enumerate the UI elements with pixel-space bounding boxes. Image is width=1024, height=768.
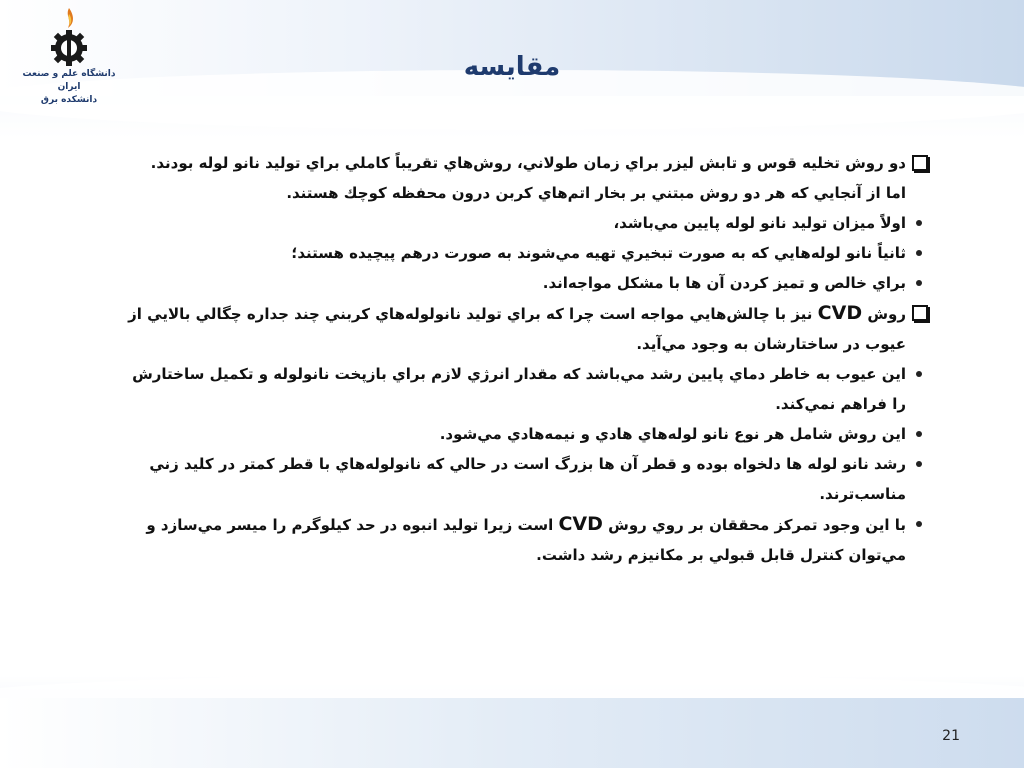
logo-university-name: دانشگاه علم و صنعت ایران: [22, 69, 116, 92]
bullet-text-post: است زيرا توليد انبوه در حد كيلوگرم را ميسر مي‌سازد و مي‌توان كنترل قابل قبولي بر مكانيزم رشد داشت.: [146, 516, 906, 564]
bullet-text-pre: روش: [867, 305, 906, 323]
page-number: 21: [942, 728, 960, 744]
bullet-text: اين روش شامل هر نوع نانو لوله‌هاي هادي و نيمه‌هادي مي‌شود.: [439, 425, 906, 443]
dot-bullet-icon: [910, 419, 928, 449]
cvd-term: CVD: [817, 302, 863, 324]
dot-bullet-icon: [910, 268, 928, 298]
bullet-dot-item: [128, 419, 928, 449]
bullet-dot-item: [128, 238, 928, 268]
bullet-text: رشد نانو لوله ها دلخواه بوده و قطر آن ها بزرگ است در حالي كه نانولوله‌هاي با قطر كمتر در كليد زني مناسب‌ترند.: [149, 455, 906, 503]
dot-bullet-icon: [910, 449, 928, 479]
logo-faculty-name: دانشکده برق: [40, 95, 98, 105]
dot-bullet-icon: [910, 238, 928, 268]
bullet-box-item: [128, 148, 928, 208]
dot-bullet-icon: [910, 208, 928, 238]
bullet-text: ثانياً نانو لوله‌هايي كه به صورت تبخيري تهيه مي‌شوند به صورت درهم پيچيده هستند؛: [291, 244, 906, 262]
dot-bullet-icon: [910, 509, 928, 539]
bullet-dot-item: [128, 359, 928, 419]
bullet-text: اولاً ميزان توليد نانو لوله پايين مي‌باشد،: [613, 214, 906, 232]
bullet-text: دو روش تخليه قوس و تابش ليزر براي زمان طولاني، روش‌هاي تقريباً كاملي براي توليد نانو لوله بودند. اما از آنجايي كه هر دو روش مبتني بر بخار اتم‌هاي كربن درون محفظه كوچك هستند.: [150, 154, 906, 202]
bullet-dot-item: [128, 208, 928, 238]
bullet-text: براي خالص و تميز كردن آن ها با مشكل مواجه‌اند.: [542, 274, 906, 292]
checkbox-bullet-icon: [910, 298, 928, 328]
bullet-dot-item: [128, 449, 928, 509]
footer-band: [0, 698, 1024, 768]
dot-bullet-icon: [910, 359, 928, 389]
checkbox-bullet-icon: [910, 148, 928, 178]
bullet-text-post: نيز با چالش‌هايي مواجه است چرا كه براي توليد نانولوله‌هاي كربني چند جداره چگالي بالايي از عيوب در ساختارشان به وجود مي‌آيد.: [128, 305, 906, 353]
bullet-dot-item: [128, 268, 928, 298]
bullet-text: اين عيوب به خاطر دماي پايين رشد مي‌باشد كه مقدار انرژي لازم براي بازپخت نانولوله و تكميل ساختارش را فراهم نمي‌كند.: [132, 365, 906, 413]
cvd-term: CVD: [558, 513, 603, 535]
slide-body: [128, 148, 928, 570]
slide-title: مقایسه: [463, 52, 561, 82]
bullet-box-item: [128, 298, 928, 359]
bullet-text-pre: با اين وجود تمركز محققان بر روي روش: [608, 516, 906, 534]
bullet-dot-item: [128, 509, 928, 570]
